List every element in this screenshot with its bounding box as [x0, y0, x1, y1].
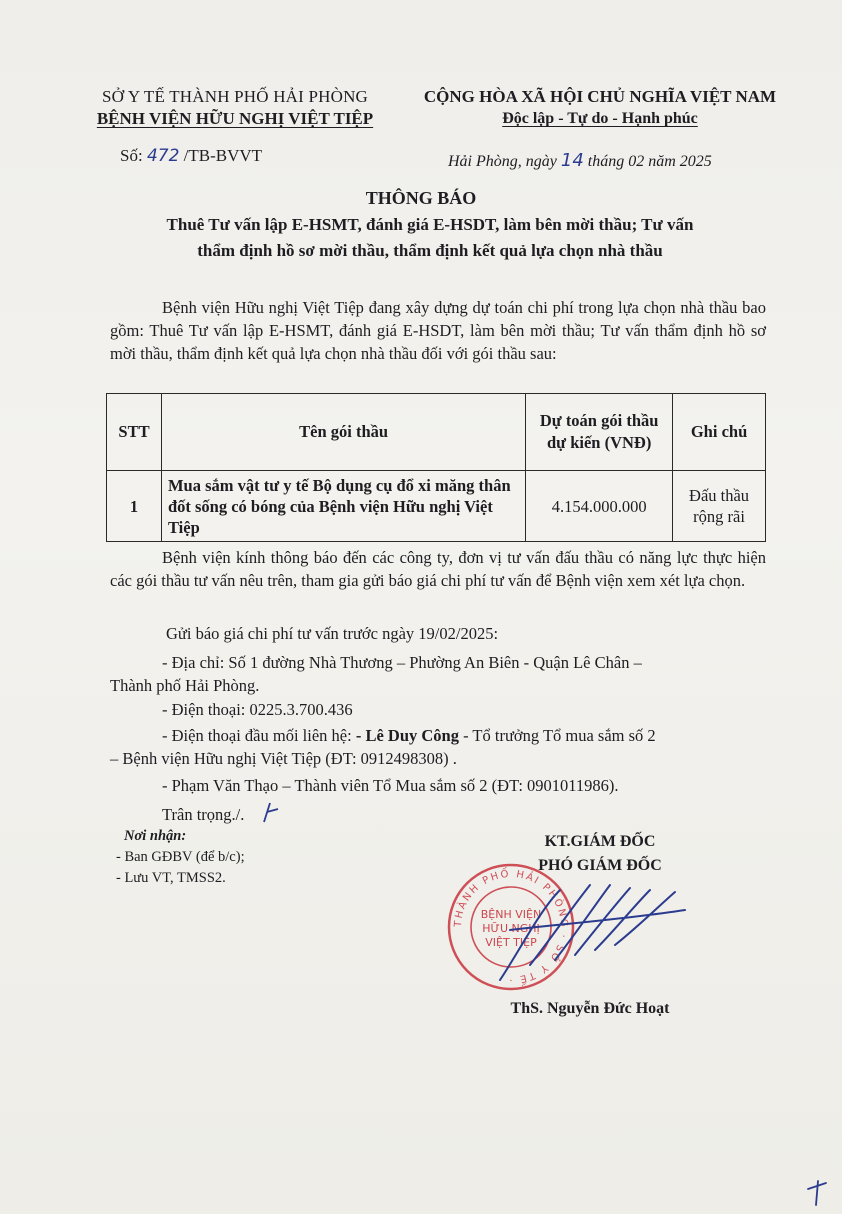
subtitle-line-2: thẩm định hồ sơ mời thầu, thẩm định kết quả lựa chọn nhà thầu	[197, 241, 663, 260]
document-title: THÔNG BÁO	[365, 188, 477, 208]
signature-title-line-2: PHÓ GIÁM ĐỐC	[538, 857, 662, 874]
row-note: Đấu thầu rộng rãi	[673, 471, 766, 542]
closing-text: Trân trọng./.	[162, 805, 245, 824]
document-date	[448, 150, 712, 171]
body-paragraph-1: Bệnh viện kính thông báo đến các công ty, đơn vị tư vấn đấu thầu có năng lực thực hiện các gói thầu tư vấn nêu trên, tham gia gửi báo giá chi phí tư vấn để Bệnh viện xem xét lựa chọn.	[110, 548, 766, 590]
col-note-header: Ghi chú	[673, 394, 766, 471]
recipient-item: - Lưu VT, TMSS2.	[116, 870, 226, 886]
table-row	[107, 471, 766, 542]
col-name-header: Tên gói thầu	[161, 394, 525, 471]
contact-line-2: – Bệnh viện Hữu nghị Việt Tiệp (ĐT: 0912498308) .	[110, 749, 457, 768]
body-paragraph-2: Gửi báo giá chi phí tư vấn trước ngày 19/02/2025:	[166, 624, 499, 643]
header-right	[400, 86, 800, 130]
document-number	[120, 146, 262, 166]
contact-prefix: - Điện thoại đầu mối liên hệ:	[162, 726, 352, 745]
table-header-row	[107, 394, 766, 471]
address-line-2: Thành phố Hải Phòng.	[110, 676, 260, 695]
date-suffix: tháng 02 năm 2025	[587, 153, 712, 170]
seal-center-line-1: BỆNH VIỆN	[480, 908, 542, 921]
doc-no-suffix: /TB-BVVT	[183, 146, 263, 165]
handwritten-signature	[470, 870, 700, 990]
seal-center-line-2: HỮU NGHỊ	[482, 922, 540, 935]
national-motto: Độc lập - Tự do - Hạnh phúc	[502, 110, 698, 127]
agency-name: SỞ Y TẾ THÀNH PHỐ HẢI PHÒNG	[101, 87, 369, 106]
col-stt-header: STT	[107, 394, 162, 471]
recipients-heading: Nơi nhận:	[124, 828, 187, 844]
phone-line: - Điện thoại: 0225.3.700.436	[162, 700, 353, 719]
doc-no-prefix: Số:	[120, 146, 143, 165]
signature-title-line-1: KT.GIÁM ĐỐC	[544, 833, 656, 850]
package-table	[106, 393, 766, 542]
initial-mark-icon	[258, 800, 282, 824]
contact-line-1	[162, 724, 656, 747]
contact-role: - Tổ trưởng Tổ mua sắm số 2	[463, 726, 656, 745]
closing-line	[162, 800, 282, 826]
subtitle-line-1: Thuê Tư vấn lập E-HSMT, đánh giá E-HSDT, làm bên mời thầu; Tư vấn	[166, 215, 694, 234]
organization-name: BỆNH VIỆN HỮU NGHỊ VIỆT TIỆP	[96, 109, 374, 128]
doc-no-handwritten: 472	[146, 146, 180, 166]
recipients-block	[116, 826, 245, 889]
col-cost-header: Dự toán gói thầu dự kiến (VNĐ)	[526, 394, 673, 471]
date-prefix: Hải Phòng, ngày	[448, 153, 557, 170]
corner-mark-icon	[800, 1175, 834, 1209]
address-line-1: - Địa chỉ: Số 1 đường Nhà Thương – Phường An Biên - Quận Lê Chân –	[162, 653, 642, 672]
intro-paragraph: Bệnh viện Hữu nghị Việt Tiệp đang xây dựng dự toán chi phí trong lựa chọn nhà thầu bao gồm: Thuê Tư vấn lập E-HSMT, đánh giá E-HSDT, làm bên mời thầu; Tư vấn thẩm định hồ sơ mời thầu, thẩm định kết quả lựa chọn nhà thầu đối với gói thầu sau:	[110, 298, 766, 363]
nation-name: CỘNG HÒA XÃ HỘI CHỦ NGHĨA VIỆT NAM	[423, 87, 777, 106]
header-left	[80, 86, 390, 130]
date-day-handwritten: 14	[560, 150, 584, 171]
row-stt: 1	[107, 471, 162, 542]
row-package-name: Mua sắm vật tư y tế Bộ dụng cụ đổ xi măng thân đốt sống có bóng của Bệnh viện Hữu nghị Việt Tiệp	[161, 471, 525, 542]
contact-2-line: - Phạm Văn Thạo – Thành viên Tổ Mua sắm số 2 (ĐT: 0901011986).	[162, 776, 619, 795]
seal-center-line-3: VIỆT TIỆP	[485, 936, 537, 949]
contact-name: - Lê Duy Công	[355, 726, 459, 745]
signer-name: ThS. Nguyễn Đức Hoạt	[510, 1000, 670, 1017]
recipient-item: - Ban GĐBV (để b/c);	[116, 849, 245, 865]
row-cost: 4.154.000.000	[526, 471, 673, 542]
seal-ring-text: THÀNH PHỐ HẢI PHÒNG · SỞ Y TẾ ·	[452, 868, 570, 986]
document-subtitle	[100, 212, 760, 264]
